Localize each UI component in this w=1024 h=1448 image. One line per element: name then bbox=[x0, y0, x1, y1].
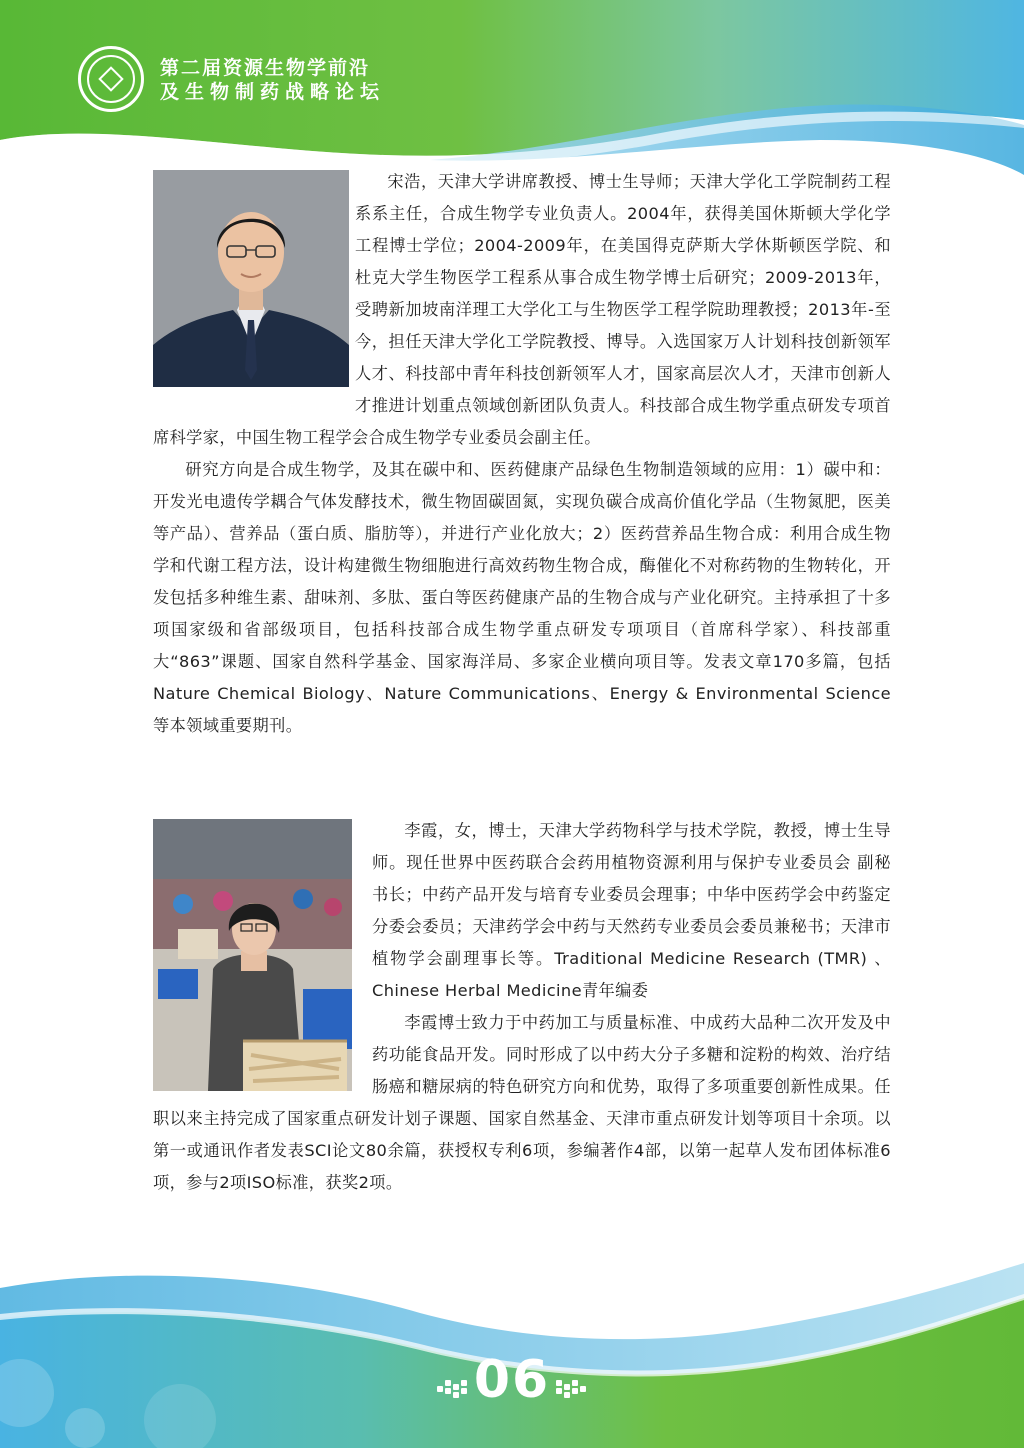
profile-song-hao bbox=[153, 166, 891, 742]
conference-title bbox=[160, 56, 385, 104]
conference-title-line1: 第二届资源生物学前沿 bbox=[160, 57, 371, 79]
page-number bbox=[0, 1350, 1024, 1410]
profile-paragraph: 李霞博士致力于中药加工与质量标准、中成药大品种二次开发及中药功能食品开发。同时形成了以中药大分子多糖和淀粉的构效、治疗结肠癌和糖尿病的特色研究方向和优势，取得了多项重要创新性成果。任职以来主持完成了国家重点研发计划子课题、国家自然基金、天津市重点研发计划等项目十余项。以第一或通讯作者发表SCI论文80余篇，获授权专利6项，参编著作4部，以第一起草人发布团体标准6项，参与2项ISO标准，获奖2项。 bbox=[153, 1013, 891, 1192]
conference-title-line2: 及生物制药战略论坛 bbox=[160, 81, 386, 103]
profile-paragraph: 李霞，女，博士，天津大学药物科学与技术学院，教授，博士生导师。现任世界中医药联合会药用植物资源利用与保护专业委员会 副秘书长；中药产品开发与培育专业委员会理事；中华中医药学会中药鉴定分委会委员；天津药学会中药与天然药专业委员会委员兼秘书；天津市植物学会副理事长等。Traditional Medicine Research (TMR) 、Chinese Herbal Medicine青年编委 bbox=[372, 821, 891, 1000]
footer-banner bbox=[0, 1248, 1024, 1448]
profile-paragraph: 研究方向是合成生物学，及其在碳中和、医药健康产品绿色生物制造领域的应用：1）碳中和：开发光电遗传学耦合气体发酵技术，微生物固碳固氮，实现负碳合成高价值化学品（生物氮肥，医美等产品）、营养品（蛋白质、脂肪等），并进行产业化放大；2）医药营养品生物合成：利用合成生物学和代谢工程方法，设计构建微生物细胞进行高效药物生物合成，酶催化不对称药物的生物转化，开发包括多种维生素、甜味剂、多肽、蛋白等医药健康产品的生物合成与产业化研究。主持承担了十多项国家级和省部级项目，包括科技部合成生物学重点研发专项项目（首席科学家）、科技部重大“863”课题、国家自然科学基金、国家海洋局、多家企业横向项目等。发表文章170多篇，包括Nature Chemical Biology、Nature Communications、Energy & Environmental Science等本领域重要期刊。 bbox=[153, 460, 891, 735]
university-logo bbox=[78, 46, 144, 112]
profile-li-xia bbox=[153, 815, 891, 1199]
page-number-text: 06 bbox=[473, 1350, 551, 1410]
profile-paragraph: 宋浩，天津大学讲席教授、博士生导师；天津大学化工学院制药工程系系主任，合成生物学专业负责人。2004年，获得美国休斯顿大学化学工程博士学位；2004-2009年，在美国得克萨斯大学休斯顿医学院、和杜克大学生物医学工程系从事合成生物学博士后研究；2009-2013年，受聘新加坡南洋理工大学化工与生物医学工程学院助理教授；2013年-至今，担任天津大学化工学院教授、博导。入选国家万人计划科技创新领军人才、科技部中青年科技创新领军人才，国家高层次人才，天津市创新人才推进计划重点领域创新团队负责人。科技部合成生物学重点研发专项首席科学家，中国生物工程学会合成生物学专业委员会副主任。 bbox=[153, 172, 891, 447]
